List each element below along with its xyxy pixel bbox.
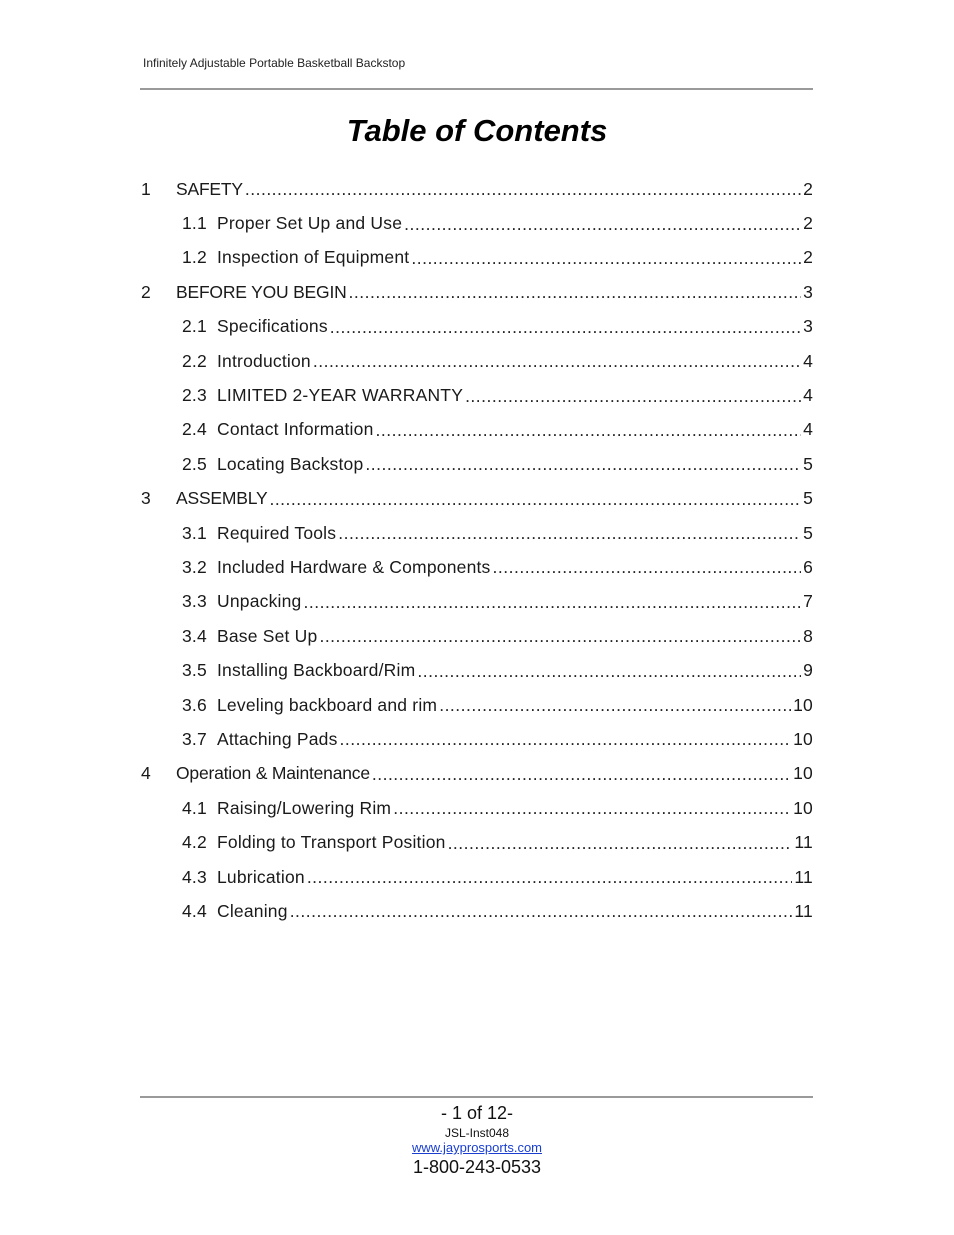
toc-entry-page: 8	[803, 625, 813, 646]
toc-entry-title: Included Hardware & Components	[217, 556, 491, 577]
toc-entry-page: 6	[803, 556, 813, 577]
toc-entry-title: Introduction	[217, 350, 311, 371]
toc-entry-title: ASSEMBLY	[176, 488, 268, 509]
dot-leader	[372, 764, 791, 784]
toc-entry-number: 4.3	[182, 866, 207, 887]
toc-entry-page: 5	[803, 522, 813, 543]
phone-number: 1-800-243-0533	[412, 1157, 542, 1177]
dot-leader	[404, 214, 801, 234]
toc-entry-number: 1.1	[182, 213, 207, 234]
toc-entry[interactable]	[140, 172, 813, 206]
toc-entry-page: 4	[803, 385, 813, 406]
toc-entry-number: 3.1	[182, 522, 207, 543]
dot-leader	[330, 317, 801, 337]
toc-entry-number: 3.5	[182, 660, 207, 681]
dot-leader	[349, 282, 801, 302]
dot-leader	[417, 661, 801, 681]
page-title: Table of Contents	[346, 113, 608, 148]
toc-entry[interactable]	[140, 894, 813, 928]
toc-entry[interactable]	[140, 310, 813, 344]
toc-entry-page: 10	[793, 694, 813, 715]
toc-entry-page: 10	[793, 763, 813, 784]
toc-entry-page: 5	[803, 488, 813, 509]
toc-entry-number: 4.1	[182, 797, 207, 818]
toc-entry-title: LIMITED 2-YEAR WARRANTY	[217, 385, 464, 406]
toc-entry-number: 2	[141, 281, 151, 302]
dot-leader	[307, 867, 793, 887]
toc-entry-page: 2	[803, 213, 813, 234]
website-link[interactable]: www.jayprosports.com	[411, 1140, 543, 1155]
toc-entry-title: Operation & Maintenance	[176, 763, 370, 784]
toc-entry[interactable]	[140, 206, 813, 240]
toc-entry[interactable]	[140, 825, 813, 859]
toc-entry[interactable]	[140, 344, 813, 378]
toc-entry[interactable]	[140, 585, 813, 619]
dot-leader	[365, 454, 801, 474]
toc-entry-title: Unpacking	[217, 591, 302, 612]
toc-entry-title: Attaching Pads	[217, 728, 338, 749]
toc-entry[interactable]	[140, 722, 813, 756]
dot-leader	[319, 626, 801, 646]
table-of-contents	[140, 172, 813, 929]
toc-entry-page: 11	[794, 832, 813, 853]
toc-entry[interactable]	[140, 482, 813, 516]
toc-entry-number: 2.3	[182, 385, 207, 406]
toc-entry-title: Contact Information	[217, 419, 374, 440]
dot-leader	[376, 420, 801, 440]
toc-entry[interactable]	[140, 757, 813, 791]
toc-entry-page: 11	[794, 900, 813, 921]
toc-entry-title: Required Tools	[217, 522, 337, 543]
dot-leader	[465, 386, 801, 406]
toc-entry[interactable]	[140, 516, 813, 550]
toc-entry-title: Leveling backboard and rim	[217, 694, 438, 715]
dot-leader	[290, 901, 793, 921]
toc-entry-page: 10	[793, 797, 813, 818]
toc-entry-page: 4	[803, 350, 813, 371]
toc-entry-number: 1	[141, 178, 151, 199]
toc-entry[interactable]	[140, 413, 813, 447]
toc-entry[interactable]	[140, 619, 813, 653]
toc-entry[interactable]	[140, 550, 813, 584]
toc-entry[interactable]	[140, 860, 813, 894]
dot-leader	[439, 695, 791, 715]
toc-entry[interactable]	[140, 378, 813, 412]
toc-entry-page: 10	[793, 728, 813, 749]
toc-entry-page: 5	[803, 453, 813, 474]
toc-entry-title: Lubrication	[217, 866, 305, 887]
toc-entry-number: 3.4	[182, 625, 207, 646]
toc-entry-title: Folding to Transport Position	[217, 832, 446, 853]
toc-entry-number: 3	[141, 488, 151, 509]
toc-entry-page: 2	[803, 178, 813, 199]
toc-entry-title: Base Set Up	[217, 625, 318, 646]
toc-entry-number: 3.7	[182, 728, 207, 749]
toc-entry-number: 1.2	[182, 247, 207, 268]
toc-entry-number: 3.6	[182, 694, 207, 715]
toc-entry-title: Specifications	[217, 316, 328, 337]
toc-entry-page: 11	[794, 866, 813, 887]
toc-entry-number: 4	[141, 763, 151, 784]
header-divider	[140, 88, 813, 90]
toc-entry[interactable]	[140, 241, 813, 275]
dot-leader	[493, 557, 801, 577]
toc-entry-page: 9	[803, 660, 813, 681]
toc-entry-title: BEFORE YOU BEGIN	[176, 281, 347, 302]
toc-entry-number: 2.4	[182, 419, 207, 440]
toc-entry-page: 3	[803, 281, 813, 302]
toc-entry-title: Installing Backboard/Rim	[217, 660, 416, 681]
toc-entry-number: 2.1	[182, 316, 207, 337]
dot-leader	[269, 489, 801, 509]
toc-entry-number: 2.5	[182, 453, 207, 474]
toc-entry-page: 4	[803, 419, 813, 440]
toc-entry-title: Inspection of Equipment	[217, 247, 410, 268]
dot-leader	[448, 833, 793, 853]
toc-entry[interactable]	[140, 447, 813, 481]
toc-entry[interactable]	[140, 791, 813, 825]
dot-leader	[411, 248, 801, 268]
toc-entry-title: Proper Set Up and Use	[217, 213, 403, 234]
document-id: JSL-Inst048	[444, 1126, 510, 1140]
toc-entry-number: 3.3	[182, 591, 207, 612]
toc-entry-number: 4.4	[182, 900, 207, 921]
toc-entry-number: 4.2	[182, 832, 207, 853]
dot-leader	[393, 798, 791, 818]
toc-entry-page: 3	[803, 316, 813, 337]
toc-entry-page: 2	[803, 247, 813, 268]
toc-entry-title: Locating Backstop	[217, 453, 364, 474]
toc-entry-page: 7	[803, 591, 813, 612]
toc-entry[interactable]	[140, 275, 813, 309]
dot-leader	[245, 179, 801, 199]
toc-entry[interactable]	[140, 688, 813, 722]
dot-leader	[338, 523, 801, 543]
toc-entry-title: SAFETY	[176, 178, 243, 199]
dot-leader	[340, 729, 792, 749]
toc-entry-number: 3.2	[182, 556, 207, 577]
toc-entry-number: 2.2	[182, 350, 207, 371]
dot-leader	[313, 351, 801, 371]
toc-entry-title: Cleaning	[217, 900, 288, 921]
dot-leader	[304, 592, 802, 612]
footer-divider	[140, 1096, 813, 1098]
page-count: - 1 of 12-	[440, 1103, 514, 1123]
toc-entry[interactable]	[140, 653, 813, 687]
running-header: Infinitely Adjustable Portable Basketball Backstop	[143, 56, 406, 70]
toc-entry-title: Raising/Lowering Rim	[217, 797, 392, 818]
